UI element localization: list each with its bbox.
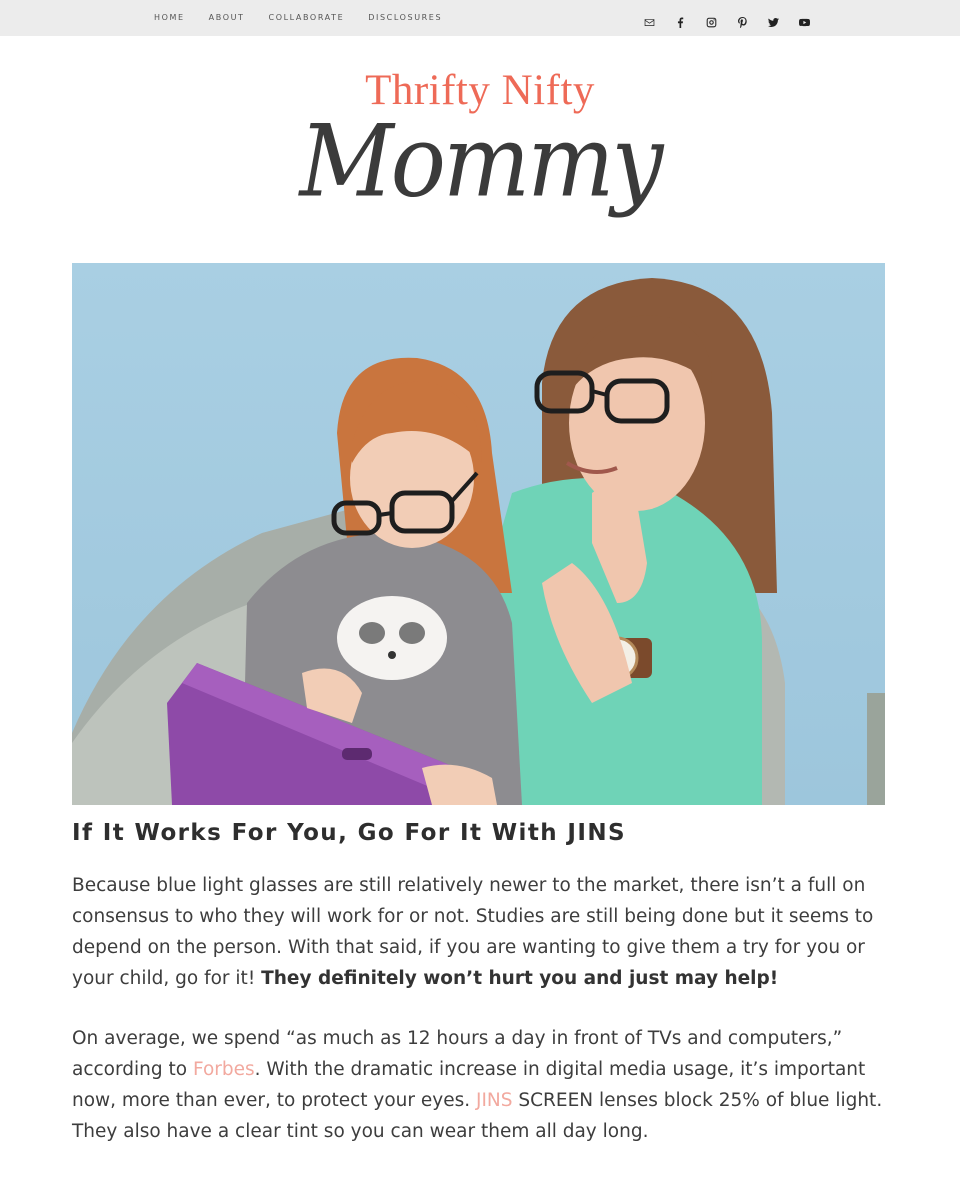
nav-about[interactable]: ABOUT — [208, 13, 245, 22]
logo-line-top: Thrifty Nifty — [365, 67, 595, 114]
paragraph-1-text: Because blue light glasses are still relatively newer to the market, there isn’t a full on consensus to who they will work for or not. Studies are still being done but it seems to depend on the person. With that said, if you are wanting to give them a try for you or your child, go for it! — [72, 875, 874, 989]
nav-home[interactable]: HOME — [154, 13, 185, 22]
youtube-icon[interactable] — [797, 14, 813, 30]
top-bar — [0, 0, 960, 36]
main-nav — [154, 12, 466, 24]
facebook-icon[interactable] — [672, 14, 688, 30]
paragraph-2-text-a: On average, we spend “as much as 12 hours a day in front of TVs and computers,” according to — [72, 1028, 843, 1080]
nav-disclosures[interactable]: DISCLOSURES — [368, 13, 443, 22]
paragraph-1 — [72, 870, 892, 994]
email-icon[interactable] — [641, 14, 657, 30]
nav-collaborate[interactable]: COLLABORATE — [268, 13, 345, 22]
paragraph-2-text-b: . With the dramatic increase in digital media usage, it’s important now, more than ever, to protect your eyes. — [72, 1059, 866, 1111]
paragraph-1-bold: They definitely won’t hurt you and just may help! — [261, 968, 779, 989]
forbes-link[interactable]: Forbes — [192, 1059, 255, 1080]
logo-line-bottom: Mommy — [299, 103, 661, 220]
hero-image — [72, 263, 885, 805]
paragraph-2-text-c: SCREEN lenses block 25% of blue light. They also have a clear tint so you can wear them all day long. — [72, 1090, 883, 1142]
jins-link[interactable]: JINS — [475, 1090, 513, 1111]
twitter-icon[interactable] — [766, 14, 782, 30]
hero-illustration — [72, 263, 885, 805]
paragraph-2 — [72, 1023, 892, 1147]
instagram-icon[interactable] — [703, 14, 719, 30]
social-links — [641, 14, 828, 30]
site-logo[interactable] — [0, 58, 960, 248]
pinterest-icon[interactable] — [735, 14, 751, 30]
section-heading: If It Works For You, Go For It With JINS — [72, 820, 626, 846]
